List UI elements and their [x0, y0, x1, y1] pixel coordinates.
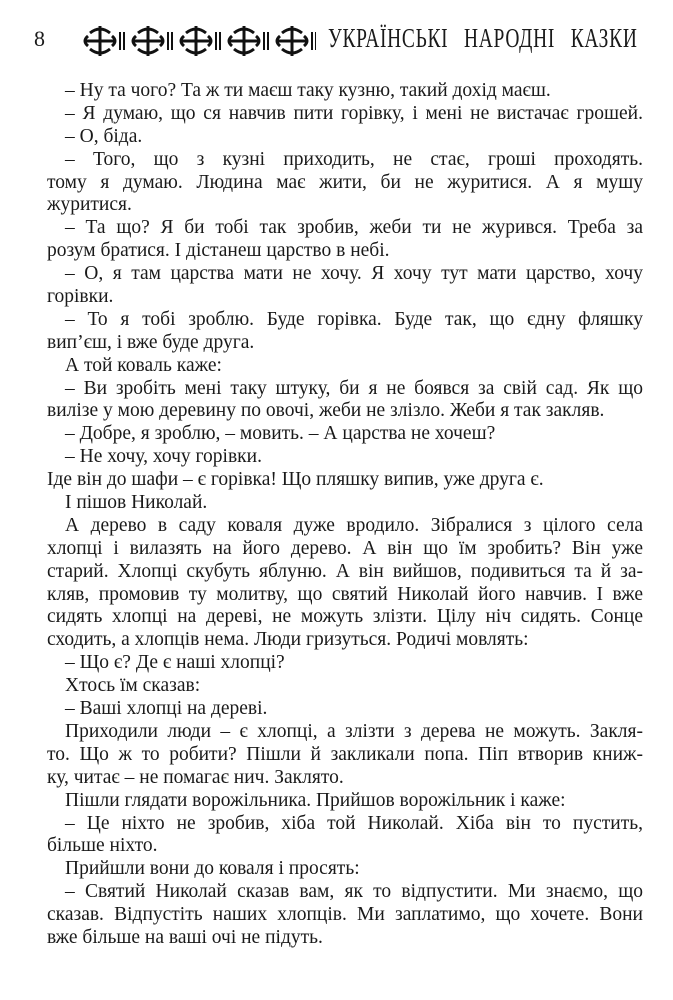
text-line: сидять хлопці на дереві, не можуть злізти. Цілу ніч сидять. Сонце	[47, 606, 643, 628]
text-line: І пішов Николай.	[65, 492, 208, 514]
text-line: Іде він до шафи – є горівка! Що пляшку випив, уже друга є.	[47, 469, 544, 491]
text-line: ку, читає – не помагає нич. Заклято.	[47, 766, 344, 788]
text-line: вилізе у мою деревину по овочі, жеби не злізло. Жеби я так закляв.	[47, 400, 605, 422]
text-line: – То я тобі зроблю. Буде горівка. Буде так, що єдну фляшку	[65, 308, 643, 330]
text-line: Прийшли вони до коваля і просять:	[65, 858, 360, 880]
text-line: вип’єш, і вже буде друга.	[47, 331, 255, 353]
text-line: Приходили люди – є хлопці, а злізти з дерева не можуть. Закля-	[65, 720, 643, 742]
body-text	[47, 80, 643, 950]
text-line: вже більше на ваші очі не підуть.	[47, 926, 323, 948]
page-number: 8	[34, 26, 45, 51]
text-line: кляв, промовив ту молитву, що святий Николай його навчив. І вже	[47, 583, 643, 605]
text-line: більше ніхто.	[47, 835, 158, 857]
text-line: горівки.	[47, 286, 114, 308]
text-line: Хтось їм сказав:	[65, 675, 201, 697]
text-line: хлопці і вилазять на його дерево. А він що їм зробить? Він уже	[47, 537, 643, 559]
book-title: УКРАЇНСЬКІ НАРОДНІ КАЗКИ	[328, 23, 638, 53]
text-line: – Ви зробіть мені таку штуку, би я не боявся за свій сад. Як що	[65, 377, 643, 399]
text-line: – Того, що з кузні приходить, не стає, гроші проходять.	[65, 148, 643, 170]
text-line: – Що є? Де є наші хлопці?	[65, 652, 285, 674]
text-line: – Добре, я зроблю, – мовить. – А царства не хочеш?	[65, 423, 496, 445]
text-line: – Я думаю, що ся навчив пити горівку, і мені не вистачає грошей.	[65, 102, 643, 124]
text-line: – Ну та чого? Та ж ти маєш таку кузню, такий дохід маєш.	[65, 80, 551, 101]
text-line: Пішли глядати ворожільника. Прийшов ворожільник і каже:	[65, 789, 566, 811]
text-line: – Це ніхто не зробив, хіба той Николай. Хіба він то пустить,	[65, 812, 643, 834]
text-line: сходить, а хлопців нема. Люди гризуться. Родичі мовлять:	[47, 629, 529, 651]
text-line: – Ваші хлопці на дереві.	[65, 698, 268, 720]
text-line: – Не хочу, хочу горівки.	[65, 446, 262, 468]
text-line: сказав. Відпустіть наших хлопців. Ми заплатимо, що хочете. Вони	[47, 904, 643, 926]
text-line: – О, я там царства мати не хочу. Я хочу тут мати царство, хочу	[65, 263, 643, 285]
text-line: старий. Хлопці скубуть яблуню. А він вийшов, подивиться та й за-	[47, 560, 643, 582]
text-line: розум братися. І дістанеш царство в небі.	[47, 240, 390, 262]
text-line: то. Що ж то робити? Пішли й закликали попа. Піп втворив книж-	[47, 743, 643, 765]
text-line: – Святий Николай сказав вам, як то відпустити. Ми знаємо, що	[65, 881, 643, 903]
running-header	[0, 18, 673, 62]
text-line: – О, біда.	[65, 125, 143, 147]
text-line: – Та що? Я би тобі так зробив, жеби ти не журився. Треба за	[65, 217, 643, 239]
text-line: А той коваль каже:	[65, 354, 222, 376]
text-line: тому я думаю. Людина має жити, би не журитися. А я мушу	[47, 171, 643, 193]
ornament-border-icon	[76, 24, 316, 58]
text-line: А дерево в саду коваля дуже вродило. Зібралися з цілого села	[65, 514, 643, 536]
text-line: журитися.	[47, 194, 132, 216]
